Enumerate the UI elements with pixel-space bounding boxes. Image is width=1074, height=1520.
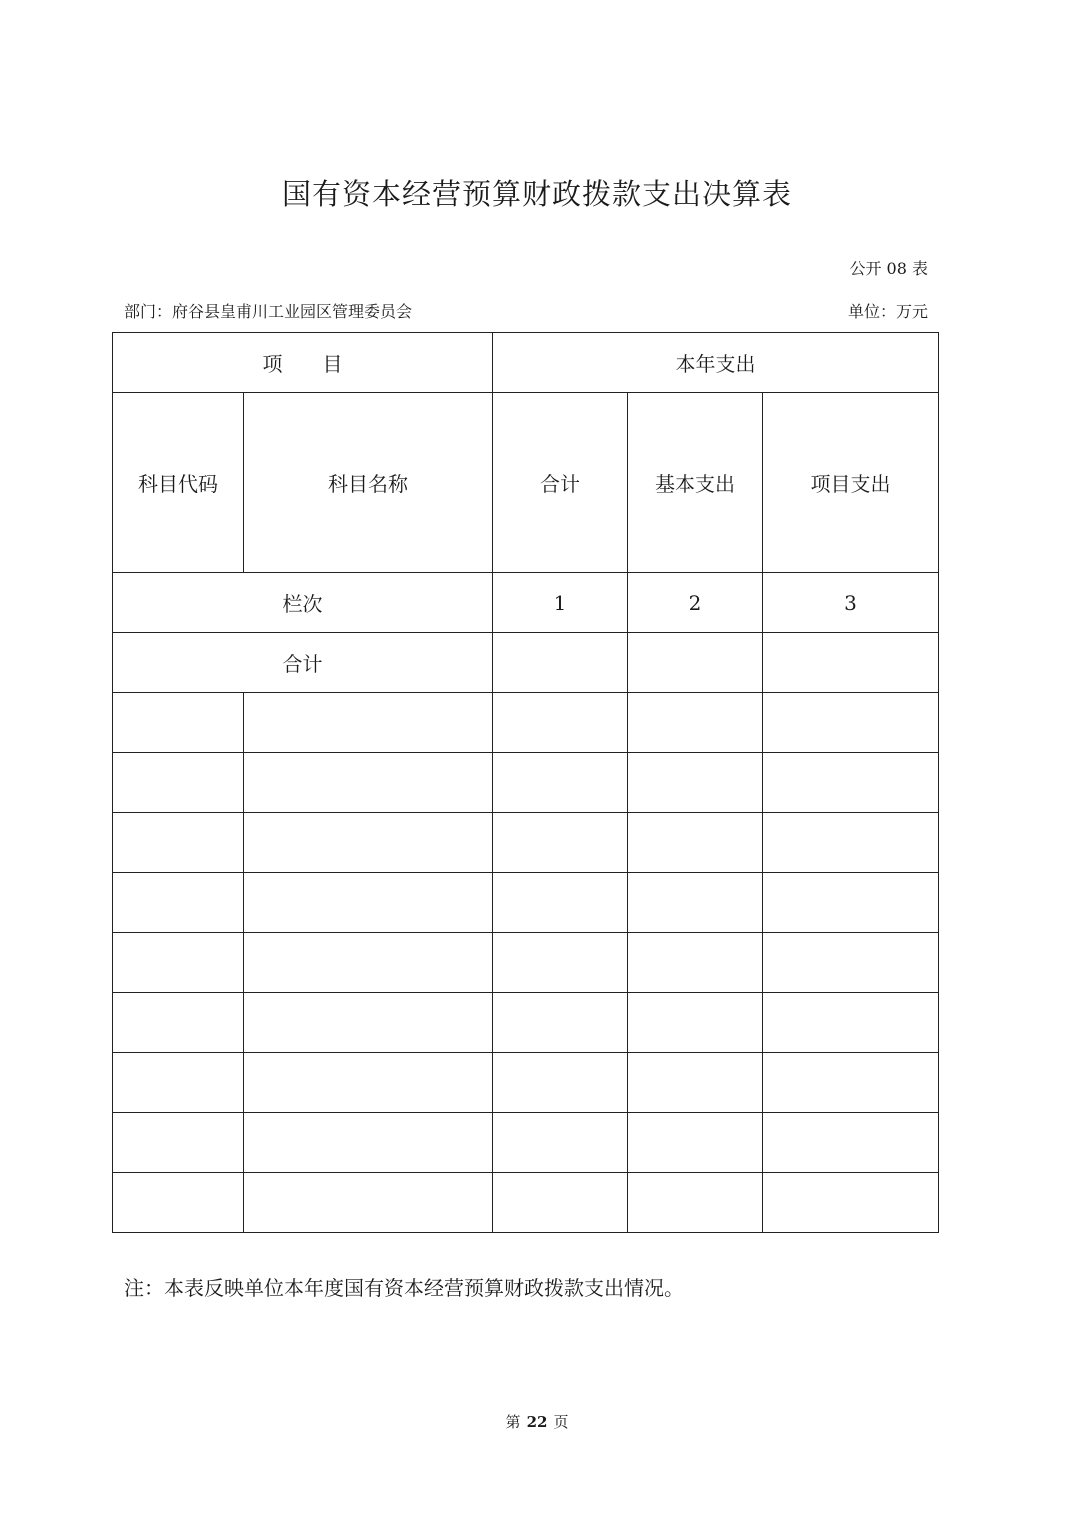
header-item: 项 目: [113, 333, 493, 393]
page-footer: [0, 1411, 1074, 1432]
total-row: [113, 633, 939, 693]
header-current-year: 本年支出: [493, 333, 939, 393]
table-cell: [763, 1113, 939, 1173]
table-cell: [113, 1173, 244, 1233]
table-cell: [493, 1113, 628, 1173]
table-cell: [763, 993, 939, 1053]
table-cell: [244, 693, 493, 753]
table-row: [113, 753, 939, 813]
document-title: 国有资本经营预算财政拨款支出决算表: [281, 177, 792, 211]
table-cell: [244, 1173, 493, 1233]
column-header-basic: 基本支出: [628, 393, 763, 573]
table-cell: [493, 873, 628, 933]
table-cell: [113, 753, 244, 813]
column-header-total: 合计: [493, 393, 628, 573]
table-row: [113, 1113, 939, 1173]
table-note: 注：本表反映单位本年度国有资本经营预算财政拨款支出情况。: [124, 1276, 684, 1300]
table-row: [113, 813, 939, 873]
table-cell: [763, 1053, 939, 1113]
table-cell: [113, 933, 244, 993]
unit-label: 单位：万元: [847, 302, 928, 321]
table-cell: [628, 813, 763, 873]
table-cell: [113, 813, 244, 873]
table-cell: [763, 753, 939, 813]
table-cell: [244, 753, 493, 813]
page-number: 22: [526, 1413, 548, 1431]
table-cell: [493, 693, 628, 753]
table-row: [113, 933, 939, 993]
table-cell: [244, 813, 493, 873]
column-index-3: 3: [763, 573, 939, 633]
table-cell: [628, 1113, 763, 1173]
table-row: [113, 693, 939, 753]
table-cell: [628, 933, 763, 993]
table-cell: [244, 873, 493, 933]
table-cell: [244, 933, 493, 993]
total-cell-project: [763, 633, 939, 693]
table-cell: [763, 873, 939, 933]
table-row: [113, 993, 939, 1053]
table-cell: [628, 693, 763, 753]
total-cell-total: [493, 633, 628, 693]
column-header-name: 科目名称: [244, 393, 493, 573]
table-row: [113, 1173, 939, 1233]
header-row-1: [113, 333, 939, 393]
page-prefix: 第: [505, 1413, 521, 1431]
table-cell: [493, 1053, 628, 1113]
department-label: 部门：府谷县皇甫川工业园区管理委员会: [124, 302, 413, 321]
table-cell: [244, 1053, 493, 1113]
table-row: [113, 873, 939, 933]
table-cell: [113, 1053, 244, 1113]
page-suffix: 页: [553, 1413, 569, 1431]
column-index-1: 1: [493, 573, 628, 633]
total-row-label: 合计: [113, 633, 493, 693]
table-cell: [763, 1173, 939, 1233]
table-cell: [628, 1053, 763, 1113]
table-cell: [493, 933, 628, 993]
table-cell: [628, 1173, 763, 1233]
table-cell: [244, 993, 493, 1053]
table-cell: [763, 693, 939, 753]
table-cell: [763, 813, 939, 873]
table-cell: [113, 1113, 244, 1173]
header-row-2: [113, 393, 939, 573]
column-index-row: [113, 573, 939, 633]
table-cell: [493, 753, 628, 813]
table-cell: [493, 993, 628, 1053]
column-index-2: 2: [628, 573, 763, 633]
table-cell: [244, 1113, 493, 1173]
column-header-project: 项目支出: [763, 393, 939, 573]
table-row: [113, 1053, 939, 1113]
table-cell: [493, 813, 628, 873]
total-cell-basic: [628, 633, 763, 693]
table-cell: [113, 993, 244, 1053]
column-index-label: 栏次: [113, 573, 493, 633]
table-cell: [113, 693, 244, 753]
expenditure-table: [112, 332, 939, 1233]
table-cell: [628, 753, 763, 813]
column-header-code: 科目代码: [113, 393, 244, 573]
table-cell: [493, 1173, 628, 1233]
form-number: 公开 08 表: [849, 259, 928, 278]
table-cell: [113, 873, 244, 933]
table-cell: [763, 933, 939, 993]
table-cell: [628, 873, 763, 933]
table-cell: [628, 993, 763, 1053]
